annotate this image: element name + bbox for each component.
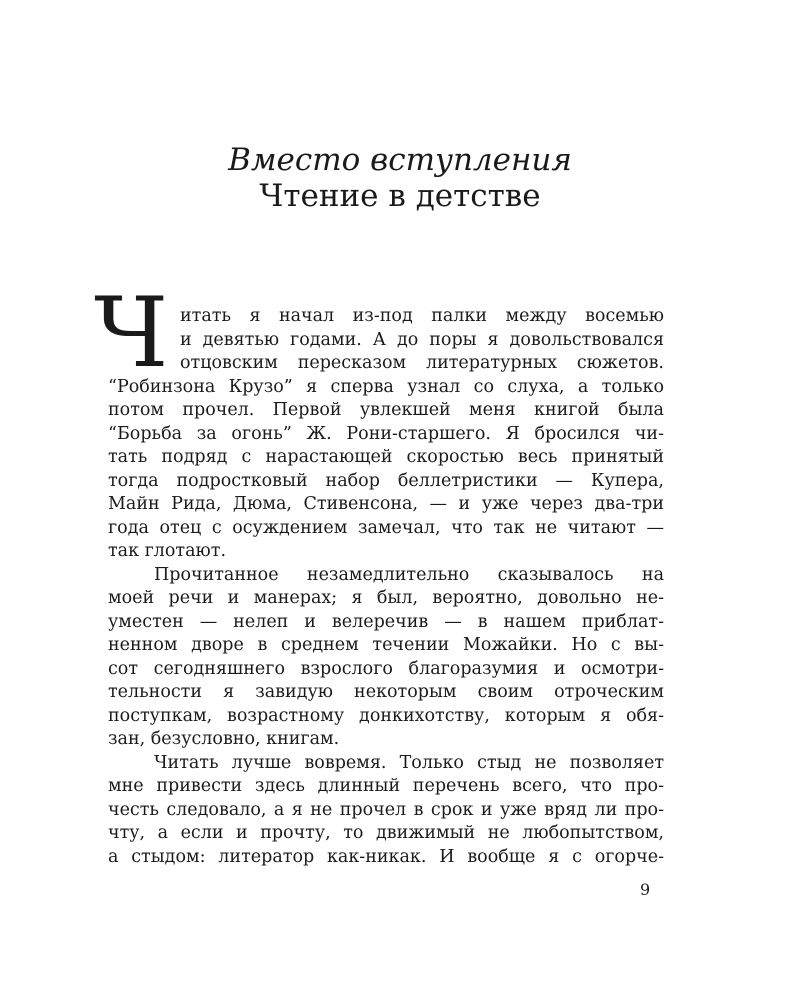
drop-cap: Ч [94,277,169,389]
text-line: и девятью годами. А до поры я довольствовался [180,329,664,350]
text-line: поступкам, возрастному донкихотству, которым я обя- [108,705,664,726]
text-line: моей речи и манерах; я был, вероятно, довольно не- [108,588,664,608]
text-line: сот сегодняшнего взрослого благоразумия и осмотри- [108,658,664,679]
text-line: а стыдом: литератор как-никак. И вообще я с огорче- [108,846,664,867]
chapter-subtitle: Вместо вступления [228,142,572,178]
text-line: Майн Рида, Дюма, Стивенсона, — и уже через два-три [108,494,664,514]
text-line: так глотают. [108,541,227,561]
page-number: 9 [640,880,651,899]
text-line: тельности я завидую некоторым своим отроческим [108,682,664,702]
text-line: “Борьба за огонь” Ж. Рони-старшего. Я бросился чи- [108,423,664,444]
text-line: тать подряд с нарастающей скоростью весь принятый [108,447,664,467]
text-line: Прочитанное незамедлительно сказывалось на [154,564,664,585]
text-line: “Робинзона Крузо” я сперва узнал со слуха, а только [108,376,664,397]
text-line: тогда подростковый набор беллетристики — Купера, [108,470,664,491]
text-line: чту, а если и прочту, то движимый не любопытством, [108,823,664,843]
chapter-title: Чтение в детстве [259,178,541,214]
text-line: ненном дворе в среднем течении Можайки. Но с вы- [108,635,664,655]
text-line: потом прочел. Первой увлекшей меня книгой была [108,400,664,420]
text-line: зан, безусловно, книгам. [108,729,340,749]
text-line: уместен — нелеп и велеречив — в нашем приблат- [108,611,664,632]
text-line: отцовским пересказом литературных сюжетов. [180,353,664,373]
body-text [108,305,664,869]
text-line: честь следовало, а я не прочел в срок и уже вряд ли про- [108,799,664,820]
text-line: года отец с осуждением замечал, что так не читают — [108,517,664,538]
text-line: Читать лучше вовремя. Только стыд не позволяет [154,752,664,773]
text-line: мне привести здесь длинный перечень всего, что про- [108,776,664,796]
text-line: итать я начал из-под палки между восемью [180,306,664,326]
